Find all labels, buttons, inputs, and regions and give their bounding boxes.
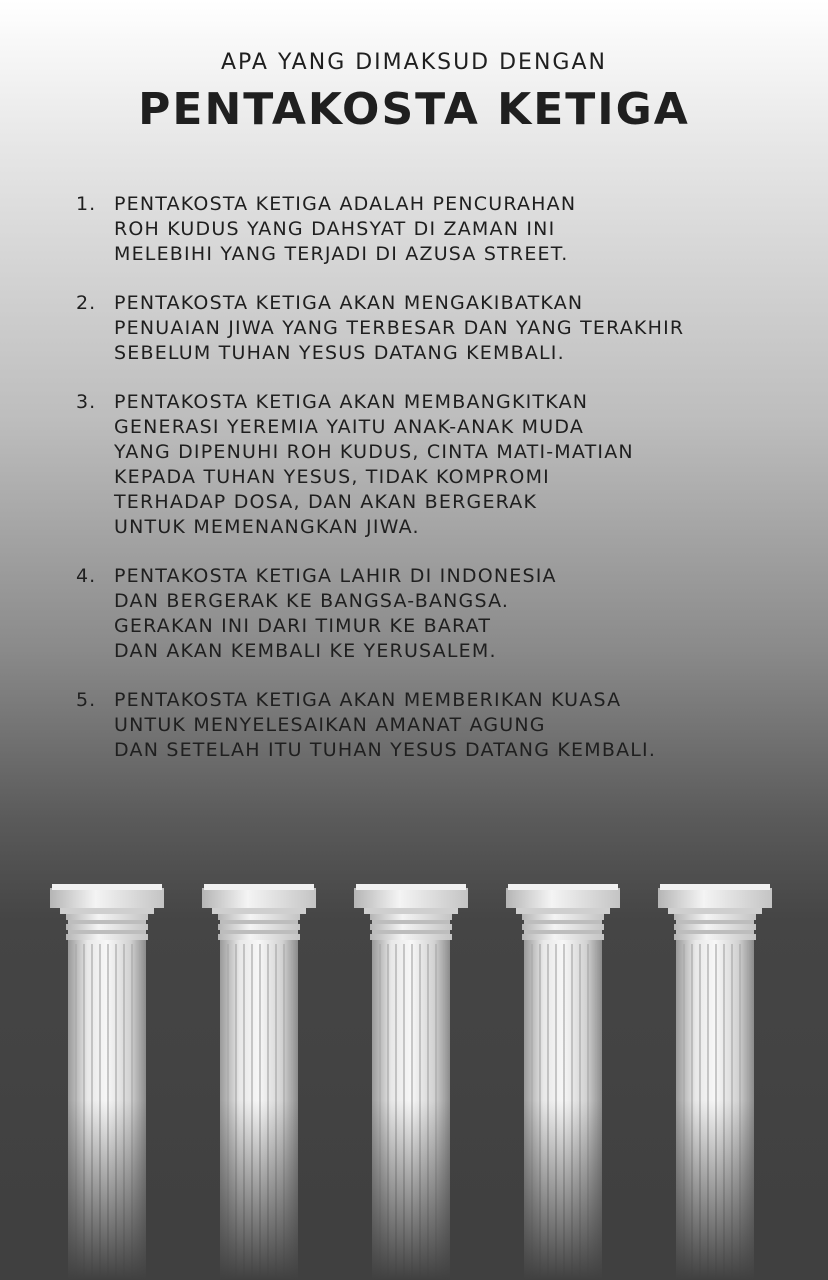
point-line: DAN SETELAH ITU TUHAN YESUS DATANG KEMBALI. (114, 739, 657, 761)
point-number: 4. (76, 565, 97, 587)
point-item-4 (76, 564, 816, 664)
point-number: 5. (76, 689, 97, 711)
point-line: GENERASI YEREMIA YAITU ANAK-ANAK MUDA (114, 416, 585, 438)
point-line: PENTAKOSTA KETIGA AKAN MEMBERIKAN KUASA (114, 689, 622, 711)
page-title: PENTAKOSTA KETIGA (138, 84, 690, 135)
point-line: TERHADAP DOSA, DAN AKAN BERGERAK (114, 491, 538, 513)
page-subtitle: APA YANG DIMAKSUD DENGAN (221, 50, 607, 75)
point-number: 3. (76, 391, 97, 413)
point-line: UNTUK MEMENANGKAN JIWA. (114, 516, 420, 538)
point-line: UNTUK MENYELESAIKAN AMANAT AGUNG (114, 714, 546, 736)
point-line: PENTAKOSTA KETIGA AKAN MENGAKIBATKAN (114, 292, 584, 314)
point-item-1 (76, 192, 816, 267)
point-line: DAN BERGERAK KE BANGSA-BANGSA. (114, 590, 510, 612)
point-line: GERAKAN INI DARI TIMUR KE BARAT (114, 615, 492, 637)
pillars-illustration (0, 880, 828, 1280)
point-line: PENTAKOSTA KETIGA AKAN MEMBANGKITKAN (114, 391, 589, 413)
point-line: PENTAKOSTA KETIGA ADALAH PENCURAHAN (114, 193, 577, 215)
point-number: 1. (76, 193, 97, 215)
point-line: PENTAKOSTA KETIGA LAHIR DI INDONESIA (114, 565, 557, 587)
point-number: 2. (76, 292, 97, 314)
point-line: ROH KUDUS YANG DAHSYAT DI ZAMAN INI (114, 218, 556, 240)
point-line: PENUAIAN JIWA YANG TERBESAR DAN YANG TERAKHIR (114, 317, 685, 339)
point-item-5 (76, 688, 816, 763)
point-line: SEBELUM TUHAN YESUS DATANG KEMBALI. (114, 342, 565, 364)
point-item-3 (76, 390, 816, 540)
point-item-2 (76, 291, 816, 366)
point-line: YANG DIPENUHI ROH KUDUS, CINTA MATI-MATIAN (114, 441, 634, 463)
point-line: MELEBIHI YANG TERJADI DI AZUSA STREET. (114, 243, 569, 265)
points-list (76, 192, 816, 787)
point-line: KEPADA TUHAN YESUS, TIDAK KOMPROMI (114, 466, 550, 488)
point-line: DAN AKAN KEMBALI KE YERUSALEM. (114, 640, 497, 662)
